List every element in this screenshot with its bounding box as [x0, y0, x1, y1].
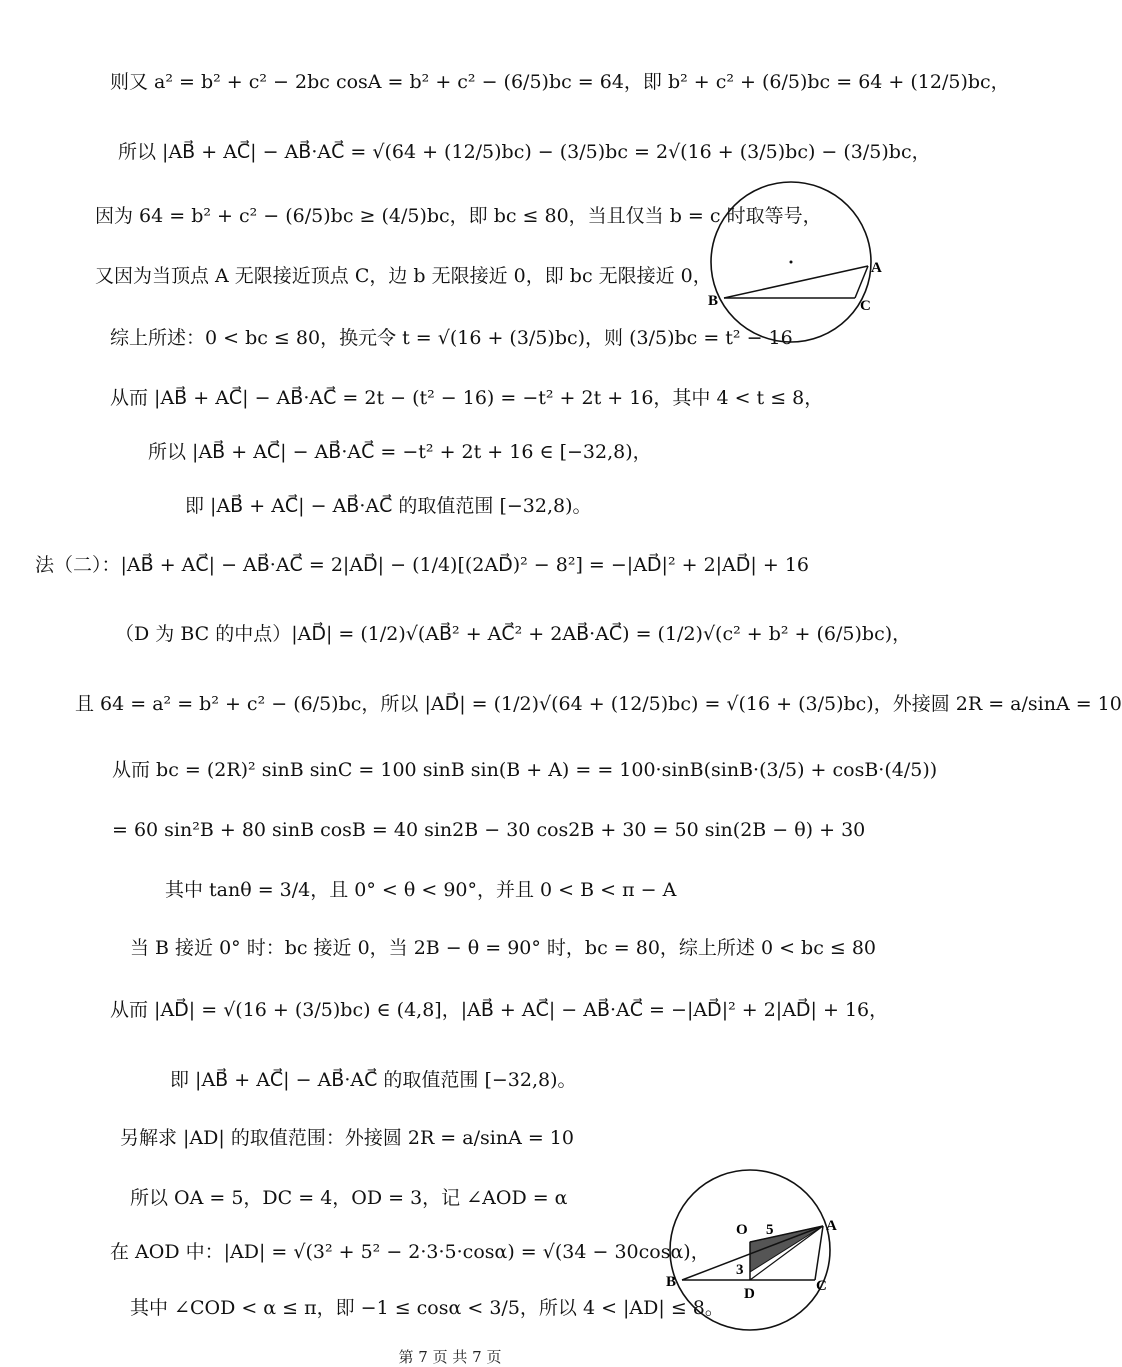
text-line-3: 因为 64 = b² + c² − (6/5)bc ≥ (4/5)bc，即 bc ≤ 80，当且仅当 b = c 时取等号， — [95, 205, 822, 227]
circle-figure-1 — [700, 180, 900, 360]
label-b-1: B — [708, 293, 719, 309]
page-footer: 第 7 页 共 7 页 — [398, 1348, 502, 1366]
text-line-12: 从而 bc = (2R)² sinB sinC = 100 sinB sin(B + A) = = 100·sinB(sinB·(3/5) + cosB·(4/5)) — [112, 759, 938, 781]
label-a-1: A — [871, 260, 882, 276]
text-line-16: 从而 |AD⃗| = √(16 + (3/5)bc) ∈ (4,8]，|AB⃗ + AC⃗| − AB⃗·AC⃗ = −|AD⃗|² + 2|AD⃗| + 16， — [110, 999, 889, 1021]
center-dot-1 — [790, 261, 793, 264]
label-oa-length: 5 — [766, 1222, 774, 1238]
segment-ac-1 — [855, 266, 868, 298]
segment-ac-2 — [815, 1226, 823, 1280]
label-o-2: O — [736, 1222, 748, 1238]
text-line-8: 即 |AB⃗ + AC⃗| − AB⃗·AC⃗ 的取值范围 [−32,8)。 — [185, 495, 592, 517]
label-od-length: 3 — [736, 1262, 744, 1278]
text-line-20: 在 AOD 中：|AD| = √(3² + 5² − 2·3·5·cosα) = √(34 − 30cosα)， — [110, 1241, 710, 1263]
label-d-2: D — [744, 1286, 755, 1302]
label-b-2: B — [666, 1274, 677, 1290]
text-line-2: 所以 |AB⃗ + AC⃗| − AB⃗·AC⃗ = √(64 + (12/5)bc) − (3/5)bc = 2√(16 + (3/5)bc) − (3/5)bc， — [118, 141, 931, 163]
text-line-11: 且 64 = a² = b² + c² − (6/5)bc，所以 |AD⃗| = (1/2)√(64 + (12/5)bc) = √(16 + (3/5)bc)，外接圆 2R = a/sinA = 10 — [75, 693, 1122, 715]
text-line-6: 从而 |AB⃗ + AC⃗| − AB⃗·AC⃗ = 2t − (t² − 16) = −t² + 2t + 16，其中 4 < t ≤ 8， — [110, 387, 824, 409]
segment-ba-2 — [682, 1226, 823, 1280]
text-line-4: 又因为当顶点 A 无限接近顶点 C，边 b 无限接近 0，即 bc 无限接近 0， — [95, 265, 712, 287]
label-c-2: C — [816, 1278, 827, 1294]
text-line-18: 另解求 |AD| 的取值范围：外接圆 2R = a/sinA = 10 — [120, 1127, 574, 1149]
text-line-13: = 60 sin²B + 80 sinB cosB = 40 sin2B − 30 cos2B + 30 = 50 sin(2B − θ) + 30 — [112, 819, 866, 841]
circle-figure-2 — [660, 1162, 860, 1342]
label-c-1: C — [860, 298, 871, 314]
text-line-7: 所以 |AB⃗ + AC⃗| − AB⃗·AC⃗ = −t² + 2t + 16 ∈ [−32,8)， — [148, 441, 652, 463]
text-line-14: 其中 tanθ = 3/4，且 0° < θ < 90°，并且 0 < B < π − A — [165, 879, 677, 901]
segment-ba-1 — [724, 266, 868, 298]
label-a-2: A — [826, 1218, 837, 1234]
text-line-10: （D 为 BC 的中点）|AD⃗| = (1/2)√(AB⃗² + AC⃗² + 2AB⃗·AC⃗) = (1/2)√(c² + b² + (6/5)bc)， — [115, 623, 912, 645]
text-line-1: 则又 a² = b² + c² − 2bc cosA = b² + c² − (6/5)bc = 64，即 b² + c² + (6/5)bc = 64 + (12/5)bc， — [110, 71, 1010, 93]
text-line-5: 综上所述：0 < bc ≤ 80，换元令 t = √(16 + (3/5)bc)，则 (3/5)bc = t² − 16 — [110, 327, 793, 349]
text-line-21: 其中 ∠COD < α ≤ π，即 −1 ≤ cosα < 3/5，所以 4 < |AD| ≤ 8。 — [130, 1297, 724, 1319]
text-line-19: 所以 OA = 5，DC = 4，OD = 3，记 ∠AOD = α — [130, 1187, 568, 1209]
text-line-15: 当 B 接近 0° 时：bc 接近 0，当 2B − θ = 90° 时，bc = 80，综上所述 0 < bc ≤ 80 — [130, 937, 877, 959]
text-line-17: 即 |AB⃗ + AC⃗| − AB⃗·AC⃗ 的取值范围 [−32,8)。 — [170, 1069, 577, 1091]
text-line-9: 法（二）：|AB⃗ + AC⃗| − AB⃗·AC⃗ = 2|AD⃗| − (1/4)[(2AD⃗)² − 8²] = −|AD⃗|² + 2|AD⃗| + 16 — [35, 554, 809, 576]
